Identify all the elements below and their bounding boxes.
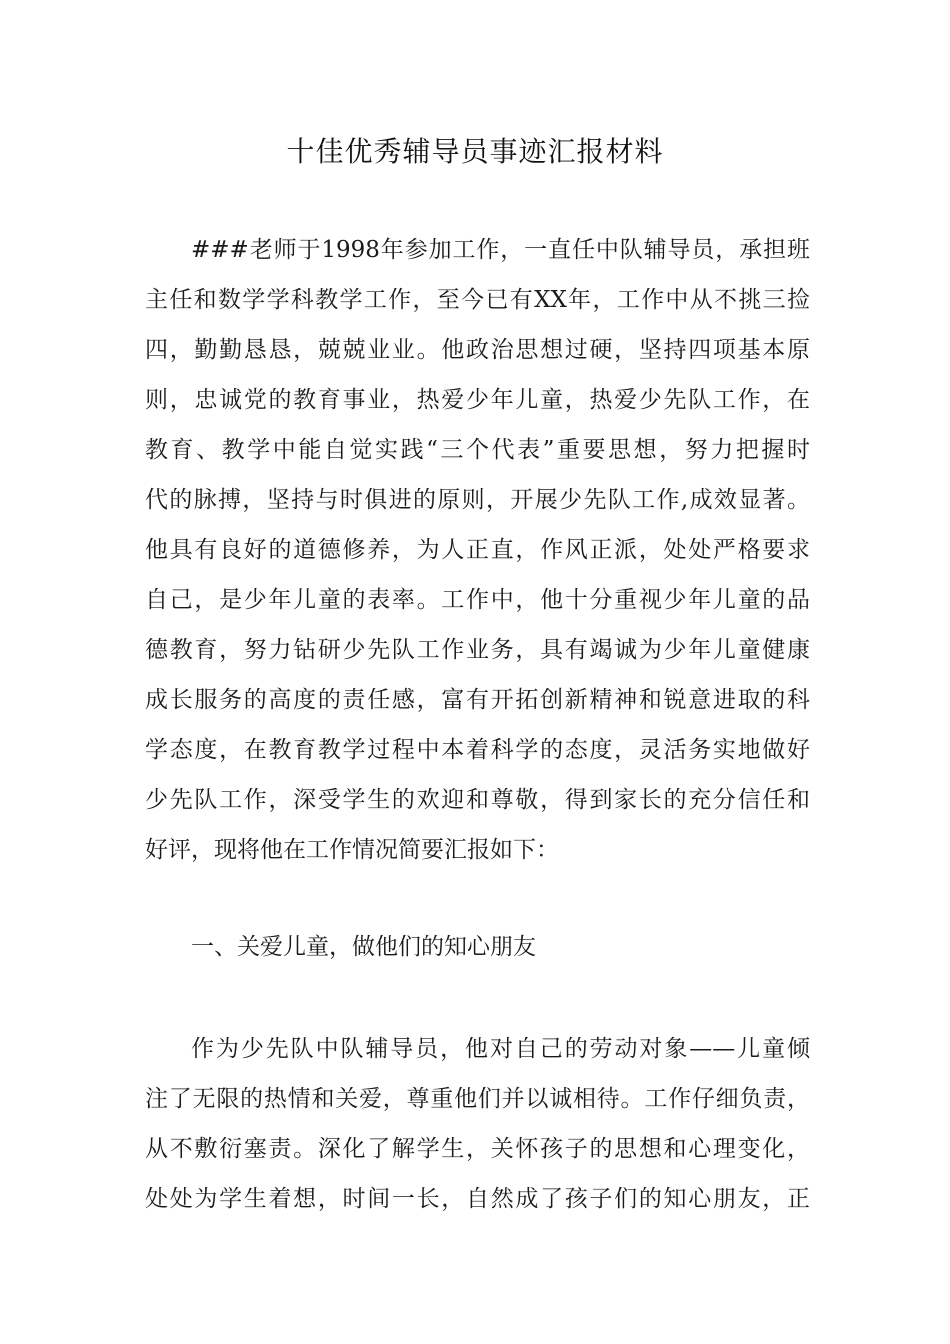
paragraph-intro (145, 225, 810, 875)
paragraph-line: 好评，现将他在工作情况简要汇报如下： (145, 837, 559, 863)
paragraph-line: 处处为学生着想，时间一长，自然成了孩子们的知心朋友，正 (145, 1186, 810, 1212)
document-title: 十佳优秀辅导员事迹汇报材料 (286, 135, 664, 168)
paragraph-line: ###老师于1998年参加工作，一直任中队辅导员，承担班 (191, 237, 810, 263)
paragraph-line: 代的脉搏，坚持与时俱进的原则，开展少先队工作,成效显著。 (145, 487, 810, 513)
section-heading (145, 922, 810, 972)
paragraph-line: 作为少先队中队辅导员，他对自己的劳动对象——儿童倾 (191, 1036, 810, 1062)
paragraph-line: 主任和数学学科教学工作，至今已有XX年，工作中从不挑三捡 (145, 287, 810, 313)
paragraph-section-one (145, 1024, 810, 1224)
paragraph-line: 则，忠诚党的教育事业，热爱少年儿童，热爱少先队工作，在 (145, 387, 810, 413)
section-heading-text: 一、关爱儿童，做他们的知心朋友 (191, 934, 536, 960)
paragraph-line: 成长服务的高度的责任感，富有开拓创新精神和锐意进取的科 (145, 687, 810, 713)
paragraph-line: 四，勤勤恳恳，兢兢业业。他政治思想过硬，坚持四项基本原 (145, 337, 810, 363)
paragraph-line: 自己，是少年儿童的表率。工作中，他十分重视少年儿童的品 (145, 587, 810, 613)
paragraph-line: 德教育，努力钻研少先队工作业务，具有竭诚为少年儿童健康 (145, 637, 810, 663)
paragraph-line: 他具有良好的道德修养，为人正直，作风正派，处处严格要求 (145, 537, 810, 563)
paragraph-line: 从不敷衍塞责。深化了解学生，关怀孩子的思想和心理变化， (145, 1136, 810, 1162)
paragraph-line: 注了无限的热情和关爱，尊重他们并以诚相待。工作仔细负责， (145, 1086, 810, 1112)
paragraph-line: 教育、教学中能自觉实践“三个代表”重要思想，努力把握时 (145, 437, 810, 463)
paragraph-line: 学态度，在教育教学过程中本着科学的态度，灵活务实地做好 (145, 737, 810, 763)
paragraph-line: 少先队工作，深受学生的欢迎和尊敬，得到家长的充分信任和 (145, 787, 810, 813)
